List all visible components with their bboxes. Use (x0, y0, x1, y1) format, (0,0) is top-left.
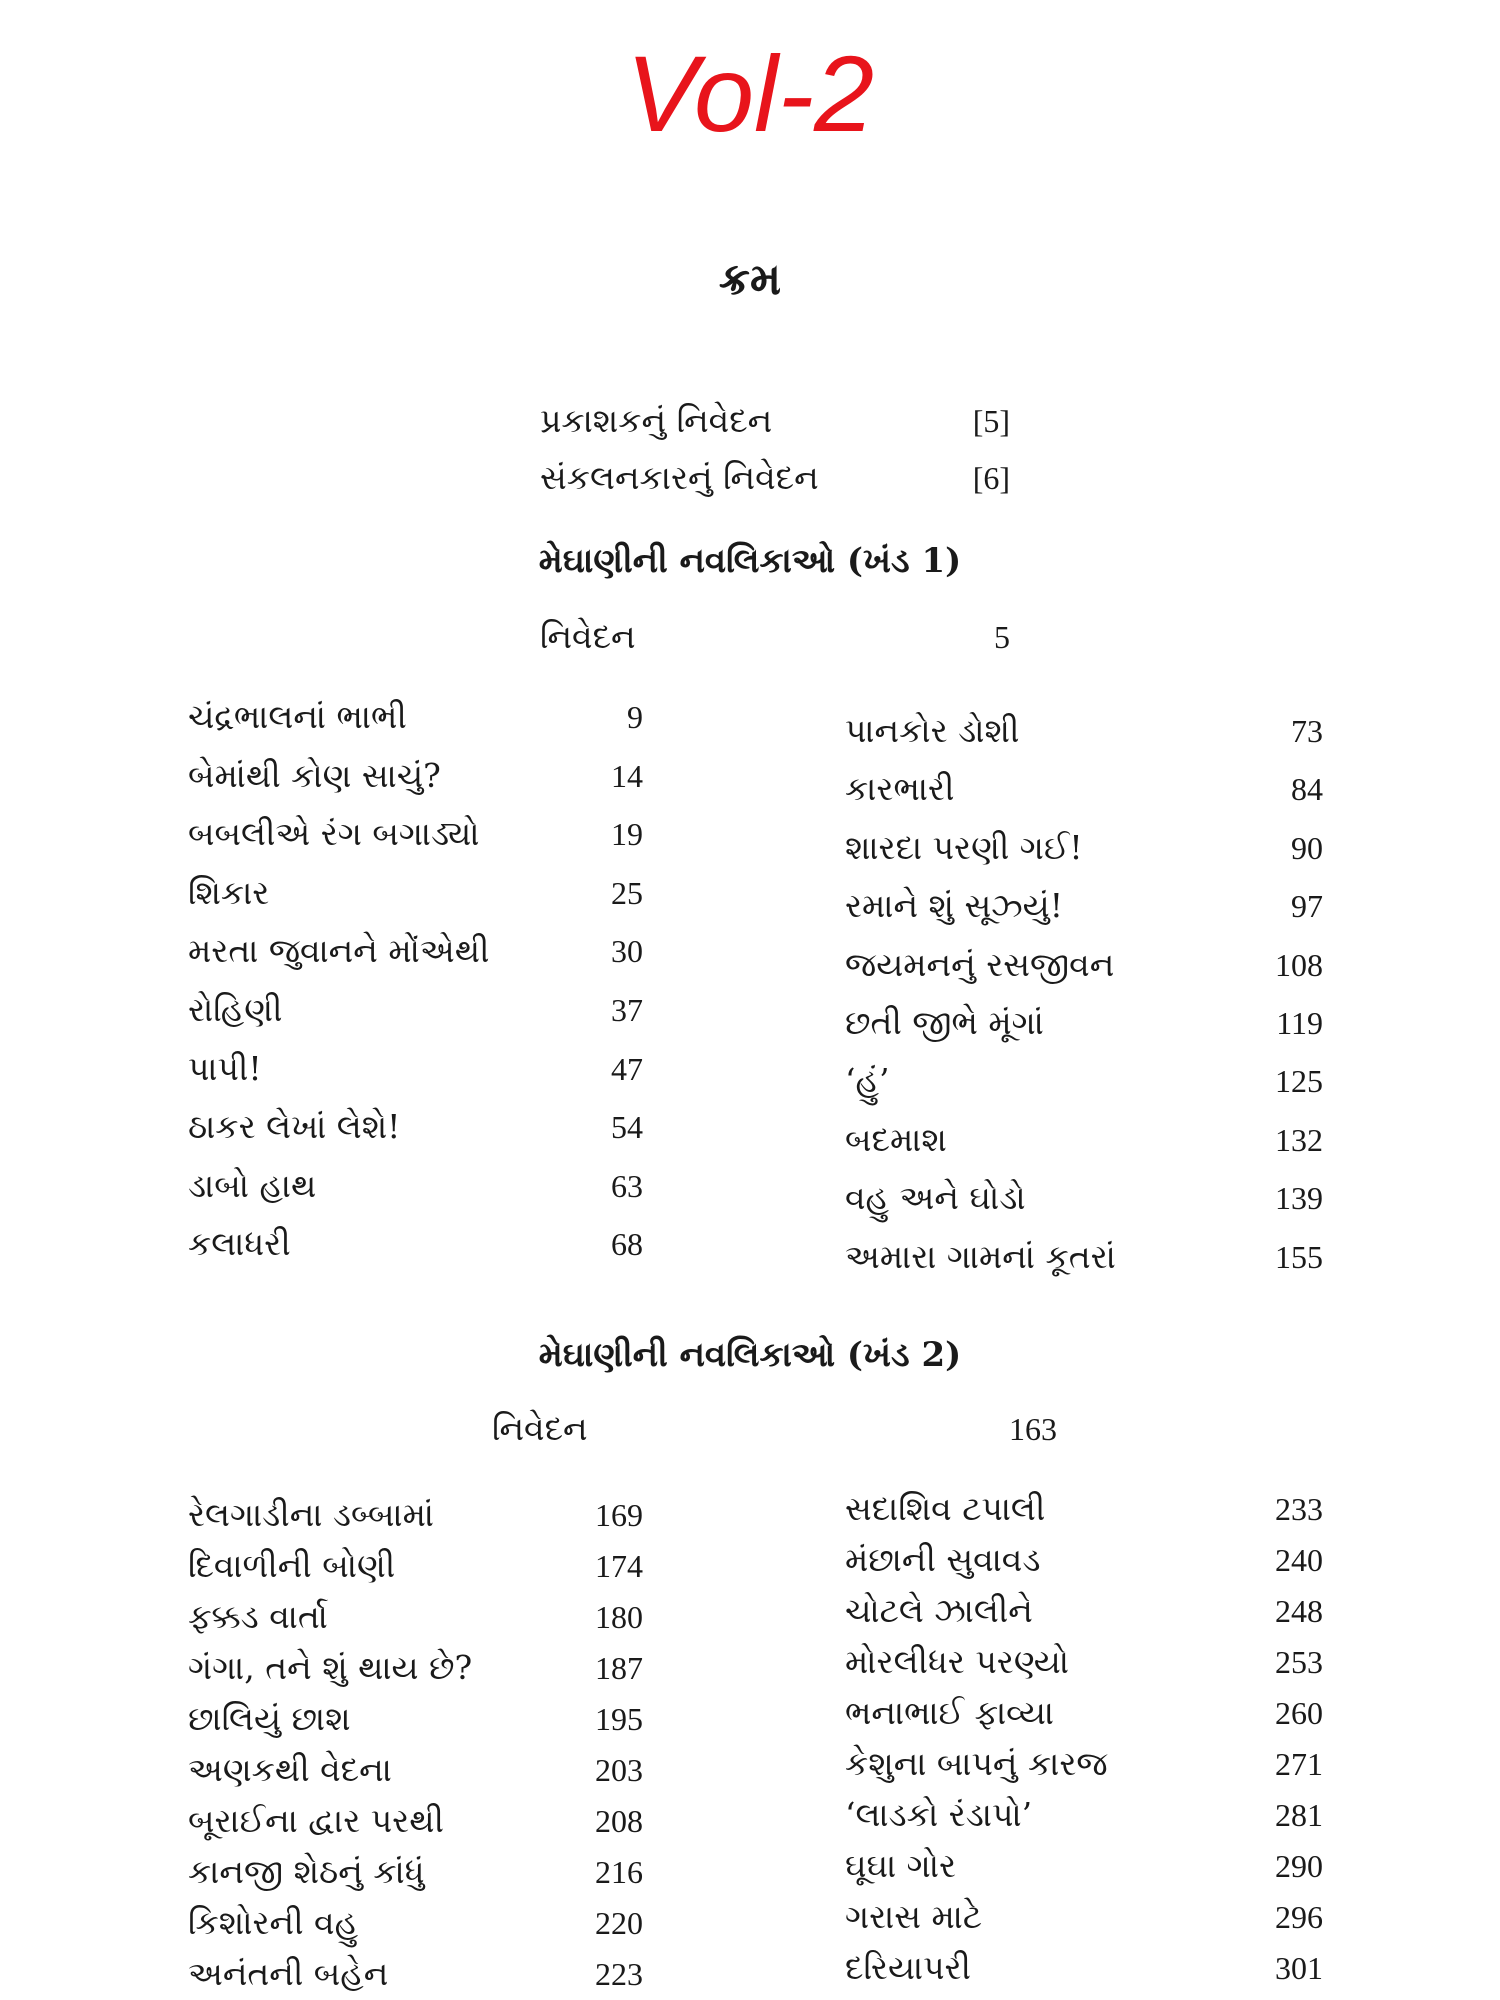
toc-entry (188, 868, 643, 918)
toc-entry (845, 940, 1323, 990)
toc-entry (845, 823, 1323, 873)
entry-title: મોરલીધર પરણ્યો (845, 1642, 1069, 1681)
entry-title: મરતા જુવાનને મોંએથી (188, 931, 490, 971)
entry-page: 132 (1275, 1121, 1323, 1158)
entry-page: 125 (1275, 1063, 1323, 1100)
entry-title: ગરાસ માટે (845, 1897, 983, 1936)
toc-entry (845, 1943, 1323, 1993)
toc-entry (188, 751, 643, 801)
entry-page: 84 (1291, 771, 1323, 808)
entry-page: 54 (611, 1109, 643, 1146)
section-1-intro (540, 612, 1010, 662)
entry-title: બૂરાઈના દ્વાર પરથી (188, 1801, 444, 1840)
toc-entry (188, 926, 643, 976)
front-matter-row (540, 453, 1010, 503)
toc-entry (845, 1688, 1323, 1738)
entry-title: છતી જીભે મૂંગાં (845, 1003, 1044, 1042)
entry-page: 203 (595, 1752, 643, 1788)
entry-title: ‘લાડકો રંડાપો’ (845, 1795, 1033, 1834)
entry-page: 187 (595, 1650, 643, 1686)
entry-page: 30 (611, 933, 643, 970)
toc-entry (845, 1739, 1323, 1789)
entry-title: જયમનનું રસજીવન (845, 944, 1115, 984)
entry-title: પાનકોર ડોશી (845, 711, 1020, 750)
entry-title: ચંદ્રભાલનાં ભાભી (188, 697, 407, 736)
entry-page: 174 (595, 1548, 643, 1584)
entry-page: 248 (1275, 1593, 1323, 1629)
entry-page: 163 (1009, 1411, 1057, 1447)
toc-entry (188, 1219, 643, 1269)
entry-title: નિવેદન (492, 1409, 588, 1448)
toc-entry (845, 998, 1323, 1048)
entry-title: વહુ અને ઘોડો (845, 1178, 1026, 1218)
toc-entry (188, 1745, 643, 1795)
entry-title: દરિયાપરી (845, 1948, 971, 1987)
toc-entry (188, 1541, 643, 1591)
entry-title: મંછાની સુવાવડ (845, 1540, 1041, 1579)
entry-page: [5] (972, 403, 1010, 439)
entry-title: અનંતની બહેન (188, 1954, 389, 1993)
entry-title: દિવાળીની બોણી (188, 1546, 396, 1585)
entry-title: કાનજી શેઠનું કાંધું (188, 1852, 425, 1891)
entry-title: સંકલનકારનું નિવેદન (540, 458, 819, 497)
entry-page: 223 (595, 1956, 643, 1992)
entry-page: 73 (1291, 713, 1323, 749)
entry-title: ભનાભાઈ ફાવ્યા (845, 1693, 1054, 1732)
toc-entry (188, 1694, 643, 1744)
entry-page: 296 (1275, 1899, 1323, 1935)
entry-title: બેમાંથી કોણ સાચું? (188, 755, 441, 795)
entry-page: 281 (1275, 1797, 1323, 1833)
section-2-intro (492, 1404, 1057, 1454)
entry-title: બદમાશ (845, 1119, 947, 1159)
entry-title: ઘૂઘા ગોર (845, 1846, 957, 1885)
entry-page: 301 (1275, 1950, 1323, 1986)
toc-entry (188, 692, 643, 742)
entry-page: 9 (627, 699, 643, 735)
entry-title: કિશોરની વહુ (188, 1903, 359, 1942)
entry-title: નિવેદન (540, 617, 636, 656)
toc-entry (845, 1892, 1323, 1942)
entry-page: [6] (972, 460, 1010, 496)
entry-page: 5 (994, 619, 1010, 655)
front-matter-row (540, 396, 1010, 446)
entry-page: 19 (611, 816, 643, 853)
toc-entry (188, 1949, 643, 1999)
toc-entry (188, 1102, 643, 1152)
entry-page: 68 (611, 1226, 643, 1263)
toc-entry (188, 1847, 643, 1897)
entry-page: 155 (1275, 1238, 1323, 1275)
entry-page: 260 (1275, 1695, 1323, 1731)
entry-title: અણકથી વેદના (188, 1750, 392, 1789)
toc-entry (845, 1173, 1323, 1223)
toc-entry (845, 1056, 1323, 1106)
entry-page: 240 (1275, 1542, 1323, 1578)
entry-page: 97 (1291, 888, 1323, 925)
entry-title: છાલિયું છાશ (188, 1699, 351, 1738)
entry-page: 139 (1275, 1180, 1323, 1217)
toc-entry (188, 1161, 643, 1211)
entry-page: 25 (611, 874, 643, 911)
entry-title: બબલીએ રંગ બગાડ્યો (188, 814, 480, 854)
section-2-title: મેઘાણીની નવલિકાઓ (ખંડ 2) (538, 1335, 962, 1375)
toc-entry (188, 1643, 643, 1693)
volume-label: Vol-2 (625, 33, 875, 154)
toc-entry (845, 1637, 1323, 1687)
entry-page: 14 (611, 757, 643, 794)
toc-entry (188, 1490, 643, 1540)
toc-entry (845, 1841, 1323, 1891)
toc-entry (188, 1044, 643, 1094)
toc-entry (188, 809, 643, 859)
contents-heading: ક્રમ (718, 254, 782, 305)
entry-page: 208 (595, 1803, 643, 1839)
entry-page: 271 (1275, 1746, 1323, 1782)
section-1-title: મેઘાણીની નવલિકાઓ (ખંડ 1) (538, 541, 962, 581)
entry-title: ફક્કડ વાર્તા (188, 1597, 328, 1636)
entry-title: અમારા ગામનાં કૂતરાં (845, 1236, 1116, 1276)
entry-page: 233 (1275, 1491, 1323, 1527)
entry-page: 63 (611, 1167, 643, 1204)
toc-entry (188, 1796, 643, 1846)
entry-title: સદાશિવ ટપાલી (845, 1489, 1046, 1528)
entry-page: 216 (595, 1854, 643, 1890)
entry-title: શારદા પરણી ગઈ! (845, 827, 1083, 867)
entry-page: 37 (611, 992, 643, 1028)
entry-title: કારભારી (845, 769, 955, 809)
toc-entry (845, 1586, 1323, 1636)
toc-entry (845, 1232, 1323, 1282)
entry-page: 290 (1275, 1848, 1323, 1884)
toc-entry (188, 1592, 643, 1642)
entry-title: પ્રકાશકનું નિવેદન (540, 401, 773, 440)
entry-title: ગંગા, તને શું થાય છે? (188, 1648, 473, 1687)
toc-entry (188, 1898, 643, 1948)
toc-entry (845, 1535, 1323, 1585)
toc-entry (845, 706, 1323, 756)
entry-title: કેશુના બાપનું કારજ (845, 1744, 1108, 1783)
entry-title: રોહિણી (188, 990, 283, 1029)
entry-title: ચોટલે ઝાલીને (845, 1591, 1033, 1630)
entry-title: પાપી! (188, 1048, 262, 1088)
entry-page: 169 (595, 1497, 643, 1533)
toc-entry (188, 985, 643, 1035)
entry-page: 220 (595, 1905, 643, 1941)
entry-title: કલાધરી (188, 1224, 291, 1264)
entry-title: ઠાકર લેખાં લેશે! (188, 1107, 401, 1147)
entry-page: 90 (1291, 829, 1323, 866)
entry-page: 253 (1275, 1644, 1323, 1680)
entry-page: 47 (611, 1050, 643, 1087)
entry-page: 108 (1275, 946, 1323, 983)
toc-entry (845, 764, 1323, 814)
entry-page: 119 (1276, 1005, 1323, 1041)
toc-entry (845, 1484, 1323, 1534)
entry-title: ‘હું’ (845, 1061, 890, 1101)
entry-title: શિકાર (188, 872, 270, 912)
entry-title: રમાને શું સૂઝ્યું! (845, 886, 1063, 926)
entry-page: 180 (595, 1599, 643, 1635)
entry-title: રેલગાડીના ડબ્બામાં (188, 1495, 435, 1534)
toc-entry (845, 1790, 1323, 1840)
toc-entry (845, 1115, 1323, 1165)
entry-page: 195 (595, 1701, 643, 1737)
entry-title: ડાબો હાથ (188, 1165, 317, 1205)
toc-entry (845, 881, 1323, 931)
